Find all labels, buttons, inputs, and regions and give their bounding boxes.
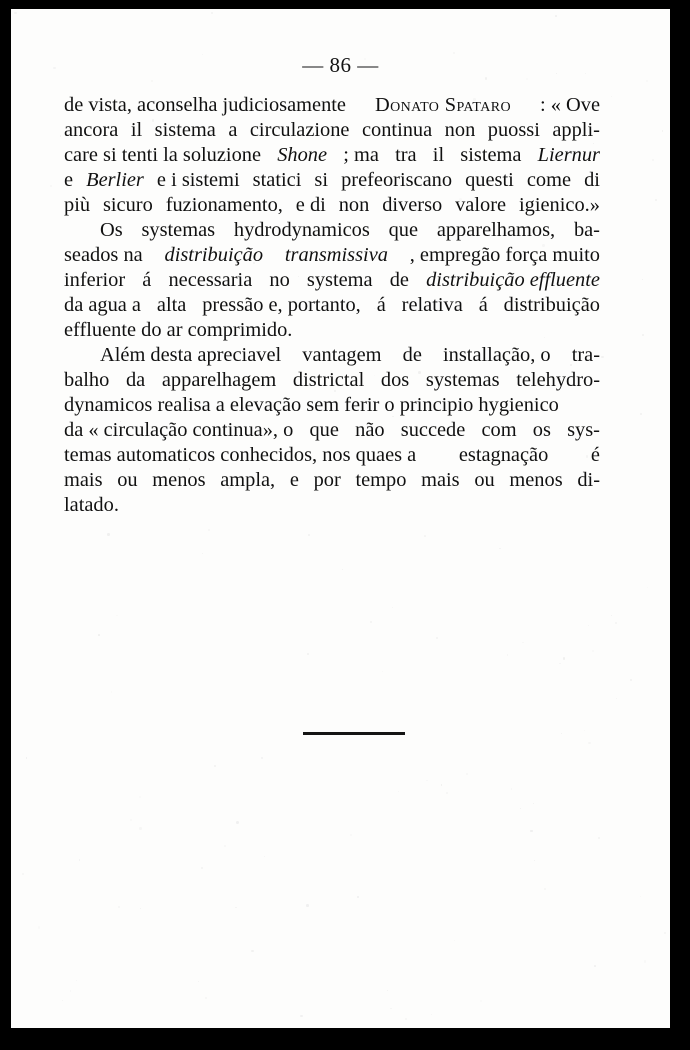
system-name-italic: Berlier (86, 169, 144, 191)
line-segment: mais (64, 469, 103, 491)
line-segment: più (64, 194, 91, 216)
paragraph-quotation (64, 93, 600, 218)
paragraph-hydrodynamic-systems (64, 218, 600, 343)
line-segment: valore (455, 194, 507, 216)
text-line (64, 493, 600, 518)
line-segment: e di (295, 194, 326, 216)
line-segment: : « Ove (539, 94, 600, 116)
line-segment: ou (117, 469, 138, 491)
line-segment: os (532, 419, 551, 441)
line-segment: e i sistemi (156, 169, 240, 191)
line-segment: com (481, 419, 517, 441)
line-segment: effluente do ar comprimido. (64, 319, 293, 341)
line-segment: que (309, 419, 339, 441)
line-segment: sistema (154, 119, 216, 141)
line-segment: é (590, 444, 600, 466)
line-segment: sicuro (102, 194, 153, 216)
line-segment: non (444, 119, 476, 141)
line-segment: necessaria (168, 269, 253, 291)
line-segment: statici (252, 169, 302, 191)
line-segment: questi (465, 169, 514, 191)
term-italic: distribuição effluente (426, 269, 600, 291)
system-name-italic: Shone (277, 144, 328, 166)
line-segment: prefeoriscano (341, 169, 453, 191)
text-line (64, 218, 600, 243)
line-segment: il (130, 119, 143, 141)
line-segment: hydrodynamicos (233, 219, 370, 241)
line-segment: dynamicos realisa a elevação sem ferir o principio hygienico (64, 394, 559, 416)
line-segment: apparelhagem (161, 369, 277, 391)
line-segment: , empregão força muito (409, 244, 600, 266)
paragraph-installation-advantage (64, 343, 600, 518)
line-segment: si (314, 169, 329, 191)
text-line (64, 318, 600, 343)
line-segment: systemas (425, 369, 500, 391)
line-segment: da (125, 369, 146, 391)
line-segment: de (389, 269, 409, 291)
line-segment: continua (361, 119, 433, 141)
line-segment: da « circulação continua», o (64, 419, 294, 441)
line-segment: no (269, 269, 290, 291)
person-name-small-caps: Donato Spataro (374, 94, 511, 116)
page-content (11, 9, 670, 1028)
line-segment: que (388, 219, 419, 241)
line-segment: inferior (64, 269, 126, 291)
text-line (64, 143, 600, 168)
term-italic: transmissiva (284, 244, 388, 266)
line-segment: latado. (64, 494, 119, 516)
line-segment: da agua a (64, 294, 141, 316)
text-line (64, 268, 600, 293)
text-line (64, 243, 600, 268)
line-segment: districtal (292, 369, 365, 391)
line-segment: menos (509, 469, 563, 491)
text-line (64, 343, 600, 368)
line-segment: temas automaticos conhecidos, nos quaes a (64, 444, 417, 466)
line-segment: á (478, 294, 488, 316)
text-line (64, 168, 600, 193)
line-segment: di- (577, 469, 600, 491)
line-segment: ; ma (343, 144, 379, 166)
text-line (64, 393, 600, 418)
line-segment: por (313, 469, 341, 491)
page-number: — 86 — (302, 53, 379, 77)
line-segment: não (355, 419, 385, 441)
term-italic: distribuição (164, 244, 264, 266)
line-segment: succede (400, 419, 466, 441)
line-segment: tempo (355, 469, 407, 491)
line-segment: ampla, (220, 469, 276, 491)
line-segment: apparelhamos, (436, 219, 556, 241)
line-segment: tra- (571, 344, 600, 366)
line-segment: e (289, 469, 299, 491)
text-line (64, 368, 600, 393)
line-segment: diverso (382, 194, 443, 216)
line-segment: systema (306, 269, 373, 291)
line-segment: e (64, 169, 74, 191)
line-segment: pressão e, portanto, (202, 294, 361, 316)
line-segment: menos (152, 469, 206, 491)
section-divider-rule (303, 732, 405, 735)
line-segment: installação, o (443, 344, 551, 366)
text-line (64, 193, 600, 218)
line-segment: seados na (64, 244, 143, 266)
text-line (64, 443, 600, 468)
line-segment: ou (474, 469, 495, 491)
line-segment: balho (64, 369, 110, 391)
line-segment: á (376, 294, 386, 316)
line-segment: care si tenti la soluzione (64, 144, 262, 166)
line-segment: come (526, 169, 572, 191)
line-segment: circulazione (249, 119, 350, 141)
text-line (64, 293, 600, 318)
text-block (64, 93, 600, 518)
text-line (64, 468, 600, 493)
line-segment: telehydro- (516, 369, 600, 391)
line-segment: dos (380, 369, 410, 391)
line-segment: relativa (401, 294, 463, 316)
line-segment: distribuição (503, 294, 600, 316)
line-segment: de vista, aconselha judiciosamente (64, 94, 346, 116)
line-segment: systemas (141, 219, 216, 241)
system-name-italic: Liernur (537, 144, 600, 166)
line-segment: Além desta apreciavel (100, 344, 282, 366)
line-segment: ancora (64, 119, 119, 141)
line-segment: vantagem (302, 344, 382, 366)
line-segment: estagnação (458, 444, 549, 466)
line-segment: non (338, 194, 370, 216)
line-segment: de (402, 344, 422, 366)
line-segment: sistema (460, 144, 522, 166)
line-segment: appli- (552, 119, 600, 141)
line-segment: mais (421, 469, 460, 491)
line-segment: sys- (567, 419, 600, 441)
line-segment: á (142, 269, 152, 291)
line-segment: fuzionamento, (165, 194, 283, 216)
line-segment: tra (395, 144, 417, 166)
line-segment: alta (156, 294, 187, 316)
line-segment: a (228, 119, 238, 141)
line-segment: il (432, 144, 445, 166)
line-segment: puossi (487, 119, 540, 141)
line-segment: igienico.» (518, 194, 600, 216)
text-line (64, 118, 600, 143)
line-segment: di (584, 169, 600, 191)
text-line (64, 418, 600, 443)
paper-sheet (11, 9, 670, 1028)
line-segment: ba- (573, 219, 600, 241)
line-segment: Os (100, 219, 123, 241)
text-line (64, 93, 600, 118)
